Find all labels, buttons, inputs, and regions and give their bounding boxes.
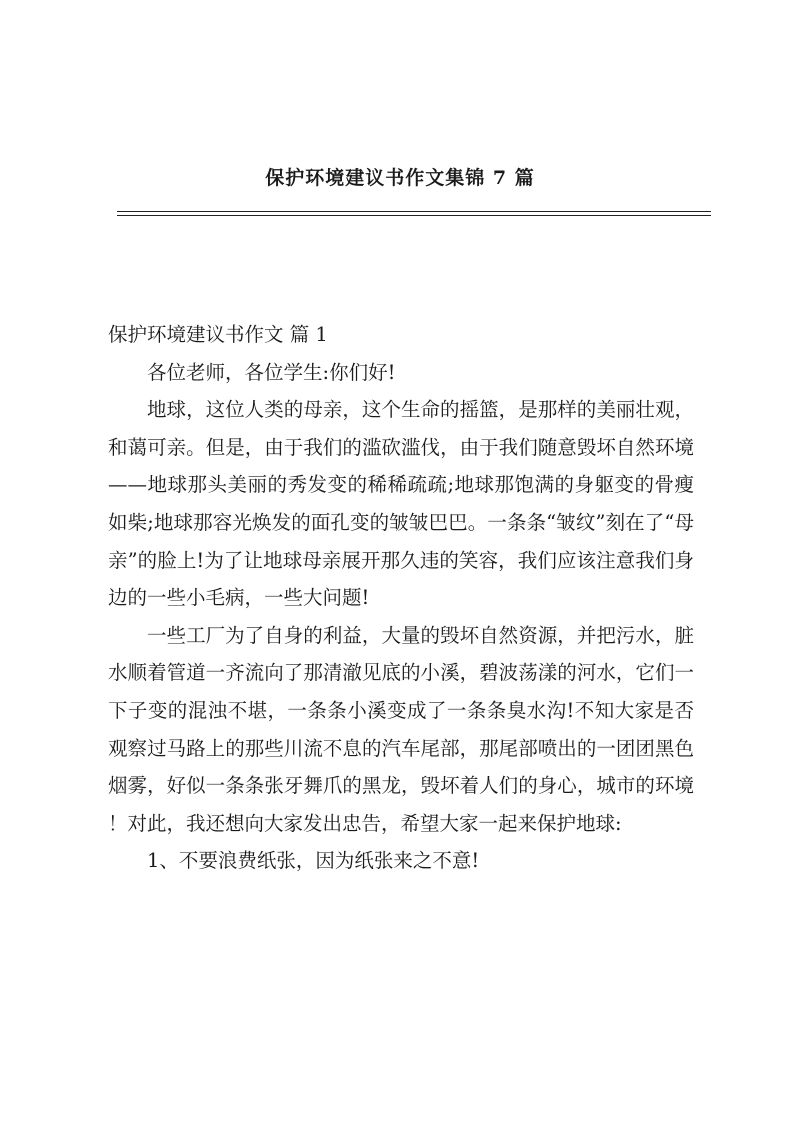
section-heading: 保护环境建议书作文 篇 1	[108, 323, 328, 346]
article-body	[108, 316, 694, 880]
paragraph-greeting: 各位老师，各位学生:你们好!	[147, 360, 396, 384]
paragraph-factories: 一些工厂为了自身的利益，大量的毁坏自然资源，并把污水，脏水顺着管道一齐流向了那清澈见底的小溪，碧波荡漾的河水，它们一下子变的混浊不堪，一条条小溪变成了一条条臭水沟!不知大家是否观察过马路上的那些川流不息的汽车尾部，那尾部喷出的一团团黑色烟雾，好似一条条张牙舞爪的黑龙，毁坏着人们的身心，城市的环境！对此，我还想向大家发出忠告，希望大家一起来保护地球:	[108, 623, 694, 835]
paragraph-point-1: 1、不要浪费纸张，因为纸张来之不意!	[147, 849, 480, 873]
title-rule-top	[117, 211, 711, 212]
document-title: 保护环境建议书作文集锦 7 篇	[265, 167, 535, 189]
title-rule-bottom	[117, 215, 711, 216]
paragraph-earth: 地球，这位人类的母亲，这个生命的摇篮，是那样的美丽壮观，和蔼可亲。但是，由于我们的滥砍滥伐，由于我们随意毁坏自然环境——地球那头美丽的秀发变的稀稀疏疏;地球那饱满的身躯变的骨瘦如柴;地球那容光焕发的面孔变的皱皱巴巴。一条条“皱纹”刻在了“母亲”的脸上!为了让地球母亲展开那久违的笑容，我们应该注意我们身边的一些小毛病，一些大问题!	[108, 398, 694, 610]
